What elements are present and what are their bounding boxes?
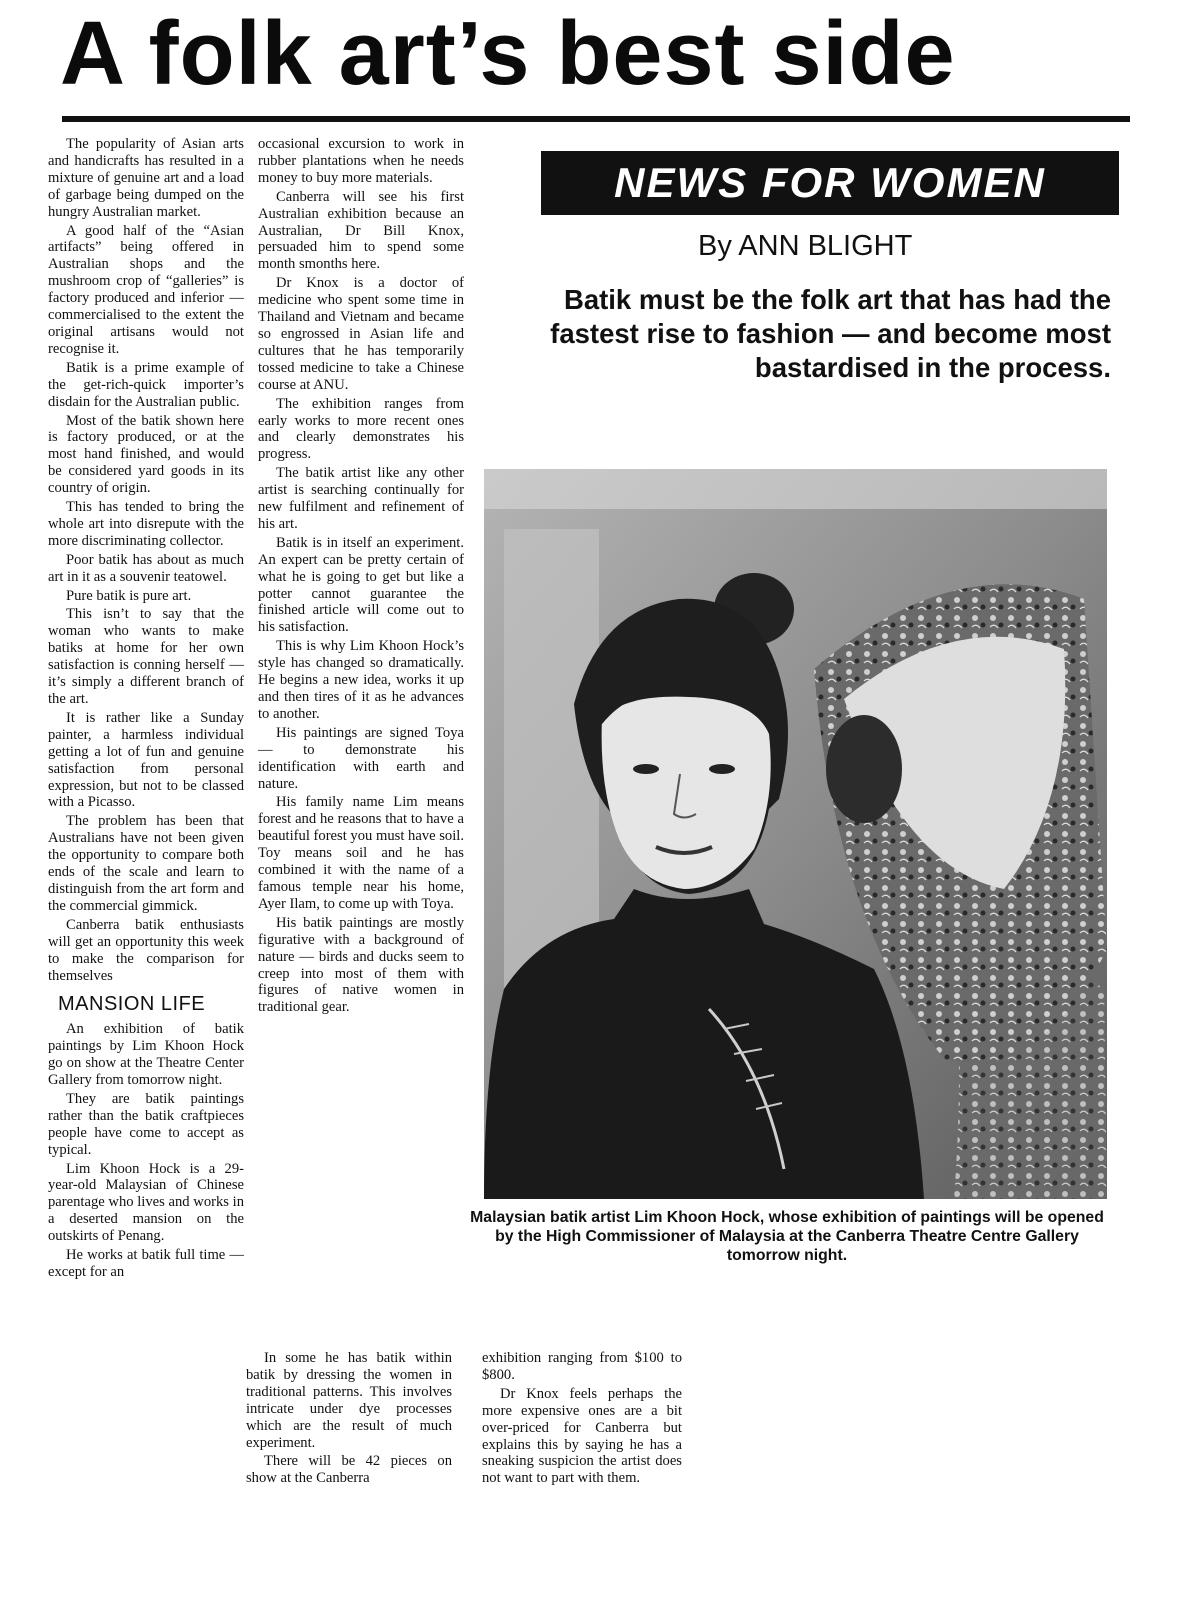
paragraph: It is rather like a Sunday painter, a harmless individual getting a lot of fun and genuine satisfaction from personal expression, but not to be classed with a Picasso. [48, 709, 244, 811]
paragraph: Dr Knox is a doctor of medicine who spent some time in Thailand and Vietnam and became so engrossed in Asian life and cultures that he has temporarily tossed medicine to take a Chinese course at ANU. [258, 275, 464, 393]
paragraph: This isn’t to say that the woman who wants to make batiks at home for her own satisfaction is conning herself — it’s simply a different branch of the art. [48, 606, 244, 707]
photo-caption: Malaysian batik artist Lim Khoon Hock, whose exhibition of paintings will be opened by the High Commissioner of Malaysia at the Canberra Theatre Centre Gallery tomorrow night. [470, 1209, 1104, 1264]
paragraph: The popularity of Asian arts and handicrafts has resulted in a mixture of genuine art and a load of garbage being dumped on the hungry Australian market. [48, 136, 244, 220]
paragraph: He works at batik full time — except for an [48, 1247, 244, 1280]
paragraph: Batik is a prime example of the get-rich-quick importer’s disdain for the Australian public. [48, 359, 244, 410]
article-column-2 [258, 136, 464, 1018]
paragraph: Canberra will see his first Australian exhibition because an Australian, Dr Bill Knox, persuaded him to spend some month smonths here. [258, 188, 464, 273]
standfirst: Batik must be the folk art that has had the fastest rise to fashion — and become most bastardised in the process. [550, 284, 1111, 383]
section-banner: NEWS FOR WOMEN [541, 151, 1119, 215]
paragraph: Dr Knox feels perhaps the more expensive ones are a bit over-priced for Canberra but explains this by saying he has a sneaking suspicion the artist does not want to part with them. [482, 1385, 682, 1487]
paragraph: This is why Lim Khoon Hock’s style has changed so dramatically. He begins a new idea, works it up and then tires of it as he advances to another. [258, 638, 464, 722]
article-column-4 [482, 1350, 682, 1489]
paragraph: The batik artist like any other artist is searching continually for new fulfilment and refinement of his art. [258, 465, 464, 532]
paragraph: The problem has been that Australians have not been given the opportunity to compare both ends of the scale and learn to distinguish from the art form and the commercial gimmick. [48, 813, 244, 914]
paragraph: There will be 42 pieces on show at the Canberra [246, 1453, 452, 1487]
paragraph: Batik is in itself an experiment. An expert can be pretty certain of what he is going to get but like a potter cannot guarantee the finished article will come out to his satisfaction. [258, 534, 464, 636]
paragraph: A good half of the “Asian artifacts” being offered in Australian shops and the mushroom crop of “galleries” is factory produced and inferior — commercialised to the extent the original artisans would not recognise it. [48, 222, 244, 357]
paragraph: Canberra batik enthusiasts will get an opportunity this week to make the comparison for themselves [48, 916, 244, 984]
artist-photo [484, 469, 1107, 1199]
article-column-1 [48, 136, 244, 1283]
subhead-mansion-life: MANSION LIFE [58, 993, 206, 1016]
headline-rule [62, 116, 1130, 122]
paragraph: Pure batik is pure art. [66, 587, 192, 604]
paragraph: They are batik paintings rather than the batik craftpieces people have come to accept as typical. [48, 1090, 244, 1158]
paragraph: Lim Khoon Hock is a 29-year-old Malaysian of Chinese parentage who lives and works in a deserted mansion on the outskirts of Penang. [48, 1160, 244, 1245]
paragraph: exhibition ranging from $100 to $800. [482, 1350, 682, 1383]
paragraph: Most of the batik shown here is factory produced, or at the most hand finished, and would be considered yard goods in its country of origin. [48, 412, 244, 497]
paragraph: occasional excursion to work in rubber plantations when he needs money to buy more materials. [258, 136, 464, 186]
byline: By ANN BLIGHT [698, 230, 913, 262]
paragraph: An exhibition of batik paintings by Lim Khoon Hock go on show at the Theatre Center Gallery from tomorrow night. [48, 1021, 244, 1089]
paragraph: In some he has batik within batik by dressing the women in traditional patterns. This involves intricate under dye processes which are the result of much experiment. [246, 1350, 452, 1451]
paragraph: His batik paintings are mostly figurative with a background of nature — birds and ducks seem to creep into most of them with figures of native women in traditional gear. [258, 914, 464, 1016]
paragraph: This has tended to bring the whole art into disrepute with the more discriminating collector. [48, 499, 244, 549]
article-column-3 [246, 1350, 452, 1489]
paragraph: The exhibition ranges from early works to more recent ones and clearly demonstrates his progress. [258, 395, 464, 463]
headline: A folk art’s best side [60, 4, 956, 104]
paragraph: His paintings are signed Toya — to demonstrate his identification with earth and nature. [258, 724, 464, 792]
paragraph: His family name Lim means forest and he reasons that to have a beautiful forest you must have soil. Toy means soil and he has combined it with the name of a famous temple near his home, Ayer Ilam, to come up with Toya. [258, 794, 464, 912]
paragraph: Poor batik has about as much art in it as a souvenir teatowel. [48, 551, 244, 585]
